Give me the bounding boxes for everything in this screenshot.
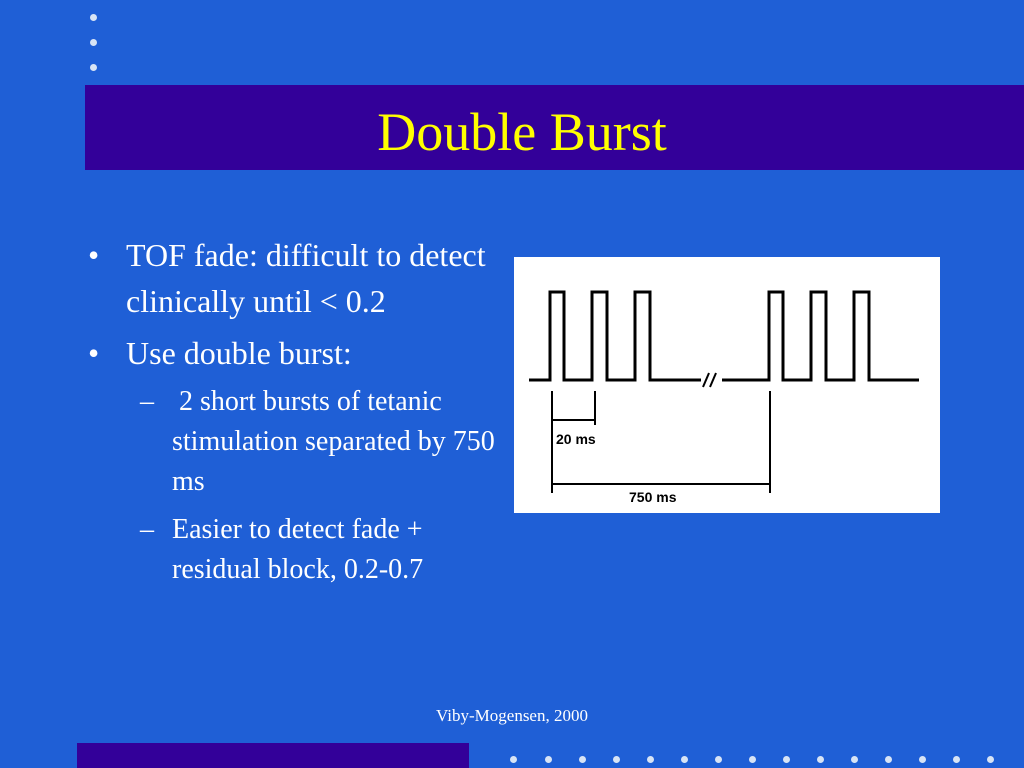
decor-dot xyxy=(90,39,97,46)
sub-bullet-text: 2 short bursts of tetanic stimulation separated by 750 ms xyxy=(172,386,502,497)
decor-dot xyxy=(749,756,756,763)
sub-bullet-text: Easier to detect fade + residual block, 0.2-0.7 xyxy=(172,514,424,585)
break-mark xyxy=(703,373,709,387)
decor-dot xyxy=(510,756,517,763)
pulse-diagram-svg xyxy=(514,257,940,513)
decor-dot xyxy=(90,64,97,71)
decor-dot xyxy=(715,756,722,763)
decor-dot xyxy=(851,756,858,763)
decor-dot xyxy=(681,756,688,763)
decor-dot xyxy=(817,756,824,763)
first-burst-waveform xyxy=(529,292,701,380)
label-750ms: 750 ms xyxy=(629,489,677,505)
bullet-text: Use double burst: xyxy=(126,335,352,371)
second-burst-waveform xyxy=(722,292,919,380)
bullet-item xyxy=(88,232,508,324)
sub-bullet-marker: – xyxy=(140,514,154,545)
decor-dot xyxy=(579,756,586,763)
decor-dot xyxy=(783,756,790,763)
decor-dot xyxy=(647,756,654,763)
decor-dot xyxy=(987,756,994,763)
bullet-marker: • xyxy=(88,237,100,273)
bullet-text: TOF fade: difficult to detect clinically until < 0.2 xyxy=(126,237,486,319)
decor-dot xyxy=(90,14,97,21)
decor-dot xyxy=(919,756,926,763)
bullet-list xyxy=(88,232,508,598)
sub-bullet-item xyxy=(88,510,508,590)
decor-dot xyxy=(613,756,620,763)
citation-footer: Viby-Mogensen, 2000 xyxy=(436,706,588,725)
break-mark xyxy=(710,373,716,387)
decor-dot xyxy=(545,756,552,763)
decor-dot xyxy=(885,756,892,763)
bullet-marker: • xyxy=(88,335,100,371)
slide-title: Double Burst xyxy=(377,102,667,162)
double-burst-diagram xyxy=(514,257,940,513)
bottom-bar xyxy=(77,743,469,768)
sub-bullet-marker: – xyxy=(140,386,154,417)
bullet-item xyxy=(88,330,508,376)
label-20ms: 20 ms xyxy=(556,431,596,447)
sub-bullet-item xyxy=(88,382,508,502)
decor-dot xyxy=(953,756,960,763)
